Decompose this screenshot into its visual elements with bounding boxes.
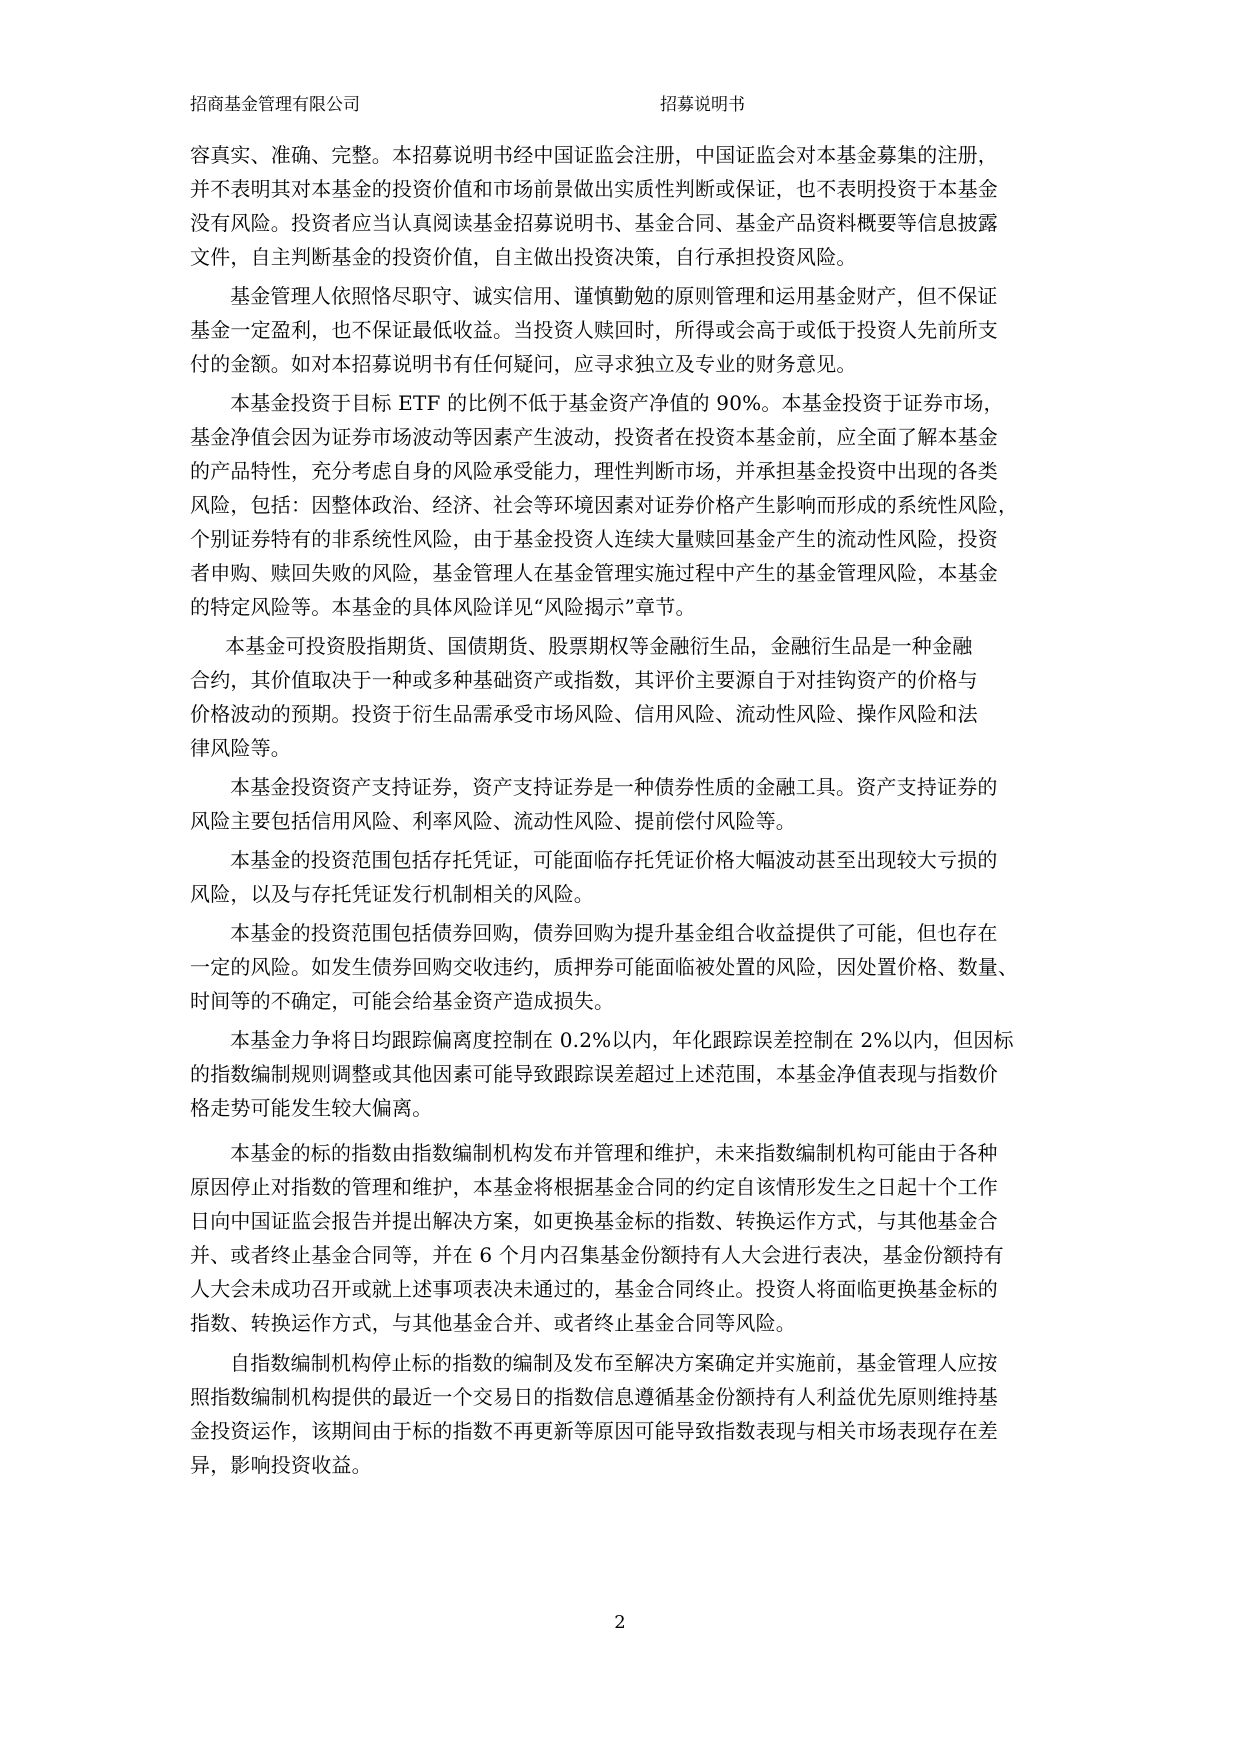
header-company: 招商基金管理有限公司 — [190, 95, 360, 115]
text-line: 本基金的投资范围包括债券回购，债券回购为提升基金组合收益提供了可能，但也存在 — [230, 921, 998, 945]
text-line: 一定的风险。如发生债券回购交收违约，质押券可能面临被处置的风险，因处置价格、数量、 — [190, 955, 1019, 979]
text-line: 风险，以及与存托凭证发行机制相关的风险。 — [190, 882, 594, 906]
text-line: 者申购、赎回失败的风险，基金管理人在基金管理实施过程中产生的基金管理风险，本基金 — [190, 561, 998, 585]
text-line: 风险主要包括信用风险、利率风险、流动性风险、提前偿付风险等。 — [190, 809, 796, 833]
text-line: 基金管理人依照恪尽职守、诚实信用、谨慎勤勉的原则管理和运用基金财产，但不保证 — [230, 284, 998, 308]
text-line: 本基金投资于目标 ETF 的比例不低于基金资产净值的 90%。本基金投资于证券市场， — [230, 391, 1004, 415]
header-doc-title: 招募说明书 — [660, 95, 745, 115]
text-line: 本基金可投资股指期货、国债期货、股票期权等金融衍生品，金融衍生品是一种金融 — [225, 634, 973, 658]
text-line: 本基金的标的指数由指数编制机构发布并管理和维护，未来指数编制机构可能由于各种 — [230, 1141, 998, 1165]
page-header — [190, 90, 1050, 124]
text-line: 文件，自主判断基金的投资价值，自主做出投资决策，自行承担投资风险。 — [190, 245, 857, 269]
text-line: 基金净值会因为证券市场波动等因素产生波动，投资者在投资本基金前，应全面了解本基金 — [190, 425, 998, 449]
text-line: 律风险等。 — [190, 736, 291, 760]
text-line: 个别证券特有的非系统性风险，由于基金投资人连续大量赎回基金产生的流动性风险，投资 — [190, 527, 998, 551]
text-line: 自指数编制机构停止标的指数的编制及发布至解决方案确定并实施前，基金管理人应按 — [230, 1351, 998, 1375]
text-line: 合约，其价值取决于一种或多种基础资产或指数，其评价主要源自于对挂钩资产的价格与 — [190, 668, 978, 692]
text-line: 日向中国证监会报告并提出解决方案，如更换基金标的指数、转换运作方式，与其他基金合 — [190, 1209, 998, 1233]
text-line: 金投资运作，该期间由于标的指数不再更新等原因可能导致指数表现与相关市场表现存在差 — [190, 1419, 998, 1443]
text-line: 指数、转换运作方式，与其他基金合并、或者终止基金合同等风险。 — [190, 1311, 796, 1335]
text-line: 付的金额。如对本招募说明书有任何疑问，应寻求独立及专业的财务意见。 — [190, 352, 857, 376]
text-line: 本基金力争将日均跟踪偏离度控制在 0.2%以内，年化跟踪误差控制在 2%以内，但因标 — [230, 1028, 1014, 1052]
text-line: 的指数编制规则调整或其他因素可能导致跟踪误差超过上述范围，本基金净值表现与指数价 — [190, 1062, 998, 1086]
text-line: 格走势可能发生较大偏离。 — [190, 1096, 433, 1120]
text-line: 基金一定盈利，也不保证最低收益。当投资人赎回时，所得或会高于或低于投资人先前所支 — [190, 318, 998, 342]
text-line: 并不表明其对本基金的投资价值和市场前景做出实质性判断或保证，也不表明投资于本基金 — [190, 177, 998, 201]
text-line: 本基金的投资范围包括存托凭证，可能面临存托凭证价格大幅波动甚至出现较大亏损的 — [230, 848, 998, 872]
text-line: 本基金投资资产支持证券，资产支持证券是一种债券性质的金融工具。资产支持证券的 — [230, 775, 998, 799]
page-number: 2 — [614, 1612, 626, 1633]
text-line: 价格波动的预期。投资于衍生品需承受市场风险、信用风险、流动性风险、操作风险和法 — [190, 702, 978, 726]
text-line: 没有风险。投资者应当认真阅读基金招募说明书、基金合同、基金产品资料概要等信息披露 — [190, 211, 998, 235]
text-line: 容真实、准确、完整。本招募说明书经中国证监会注册，中国证监会对本基金募集的注册， — [190, 143, 998, 167]
text-line: 风险，包括：因整体政治、经济、社会等环境因素对证券价格产生影响而形成的系统性风险， — [190, 493, 1019, 517]
text-line: 照指数编制机构提供的最近一个交易日的指数信息遵循基金份额持有人利益优先原则维持基 — [190, 1385, 998, 1409]
text-line: 时间等的不确定，可能会给基金资产造成损失。 — [190, 989, 615, 1013]
text-line: 并、或者终止基金合同等，并在 6 个月内召集基金份额持有人大会进行表决，基金份额持有 — [190, 1243, 1004, 1267]
text-line: 的产品特性，充分考虑自身的风险承受能力，理性判断市场，并承担基金投资中出现的各类 — [190, 459, 998, 483]
text-line: 人大会未成功召开或就上述事项表决未通过的，基金合同终止。投资人将面临更换基金标的 — [190, 1277, 998, 1301]
text-line: 的特定风险等。本基金的具体风险详见“风险揭示”章节。 — [190, 595, 696, 619]
text-line: 原因停止对指数的管理和维护，本基金将根据基金合同的约定自该情形发生之日起十个工作 — [190, 1175, 998, 1199]
text-line: 异，影响投资收益。 — [190, 1453, 372, 1477]
